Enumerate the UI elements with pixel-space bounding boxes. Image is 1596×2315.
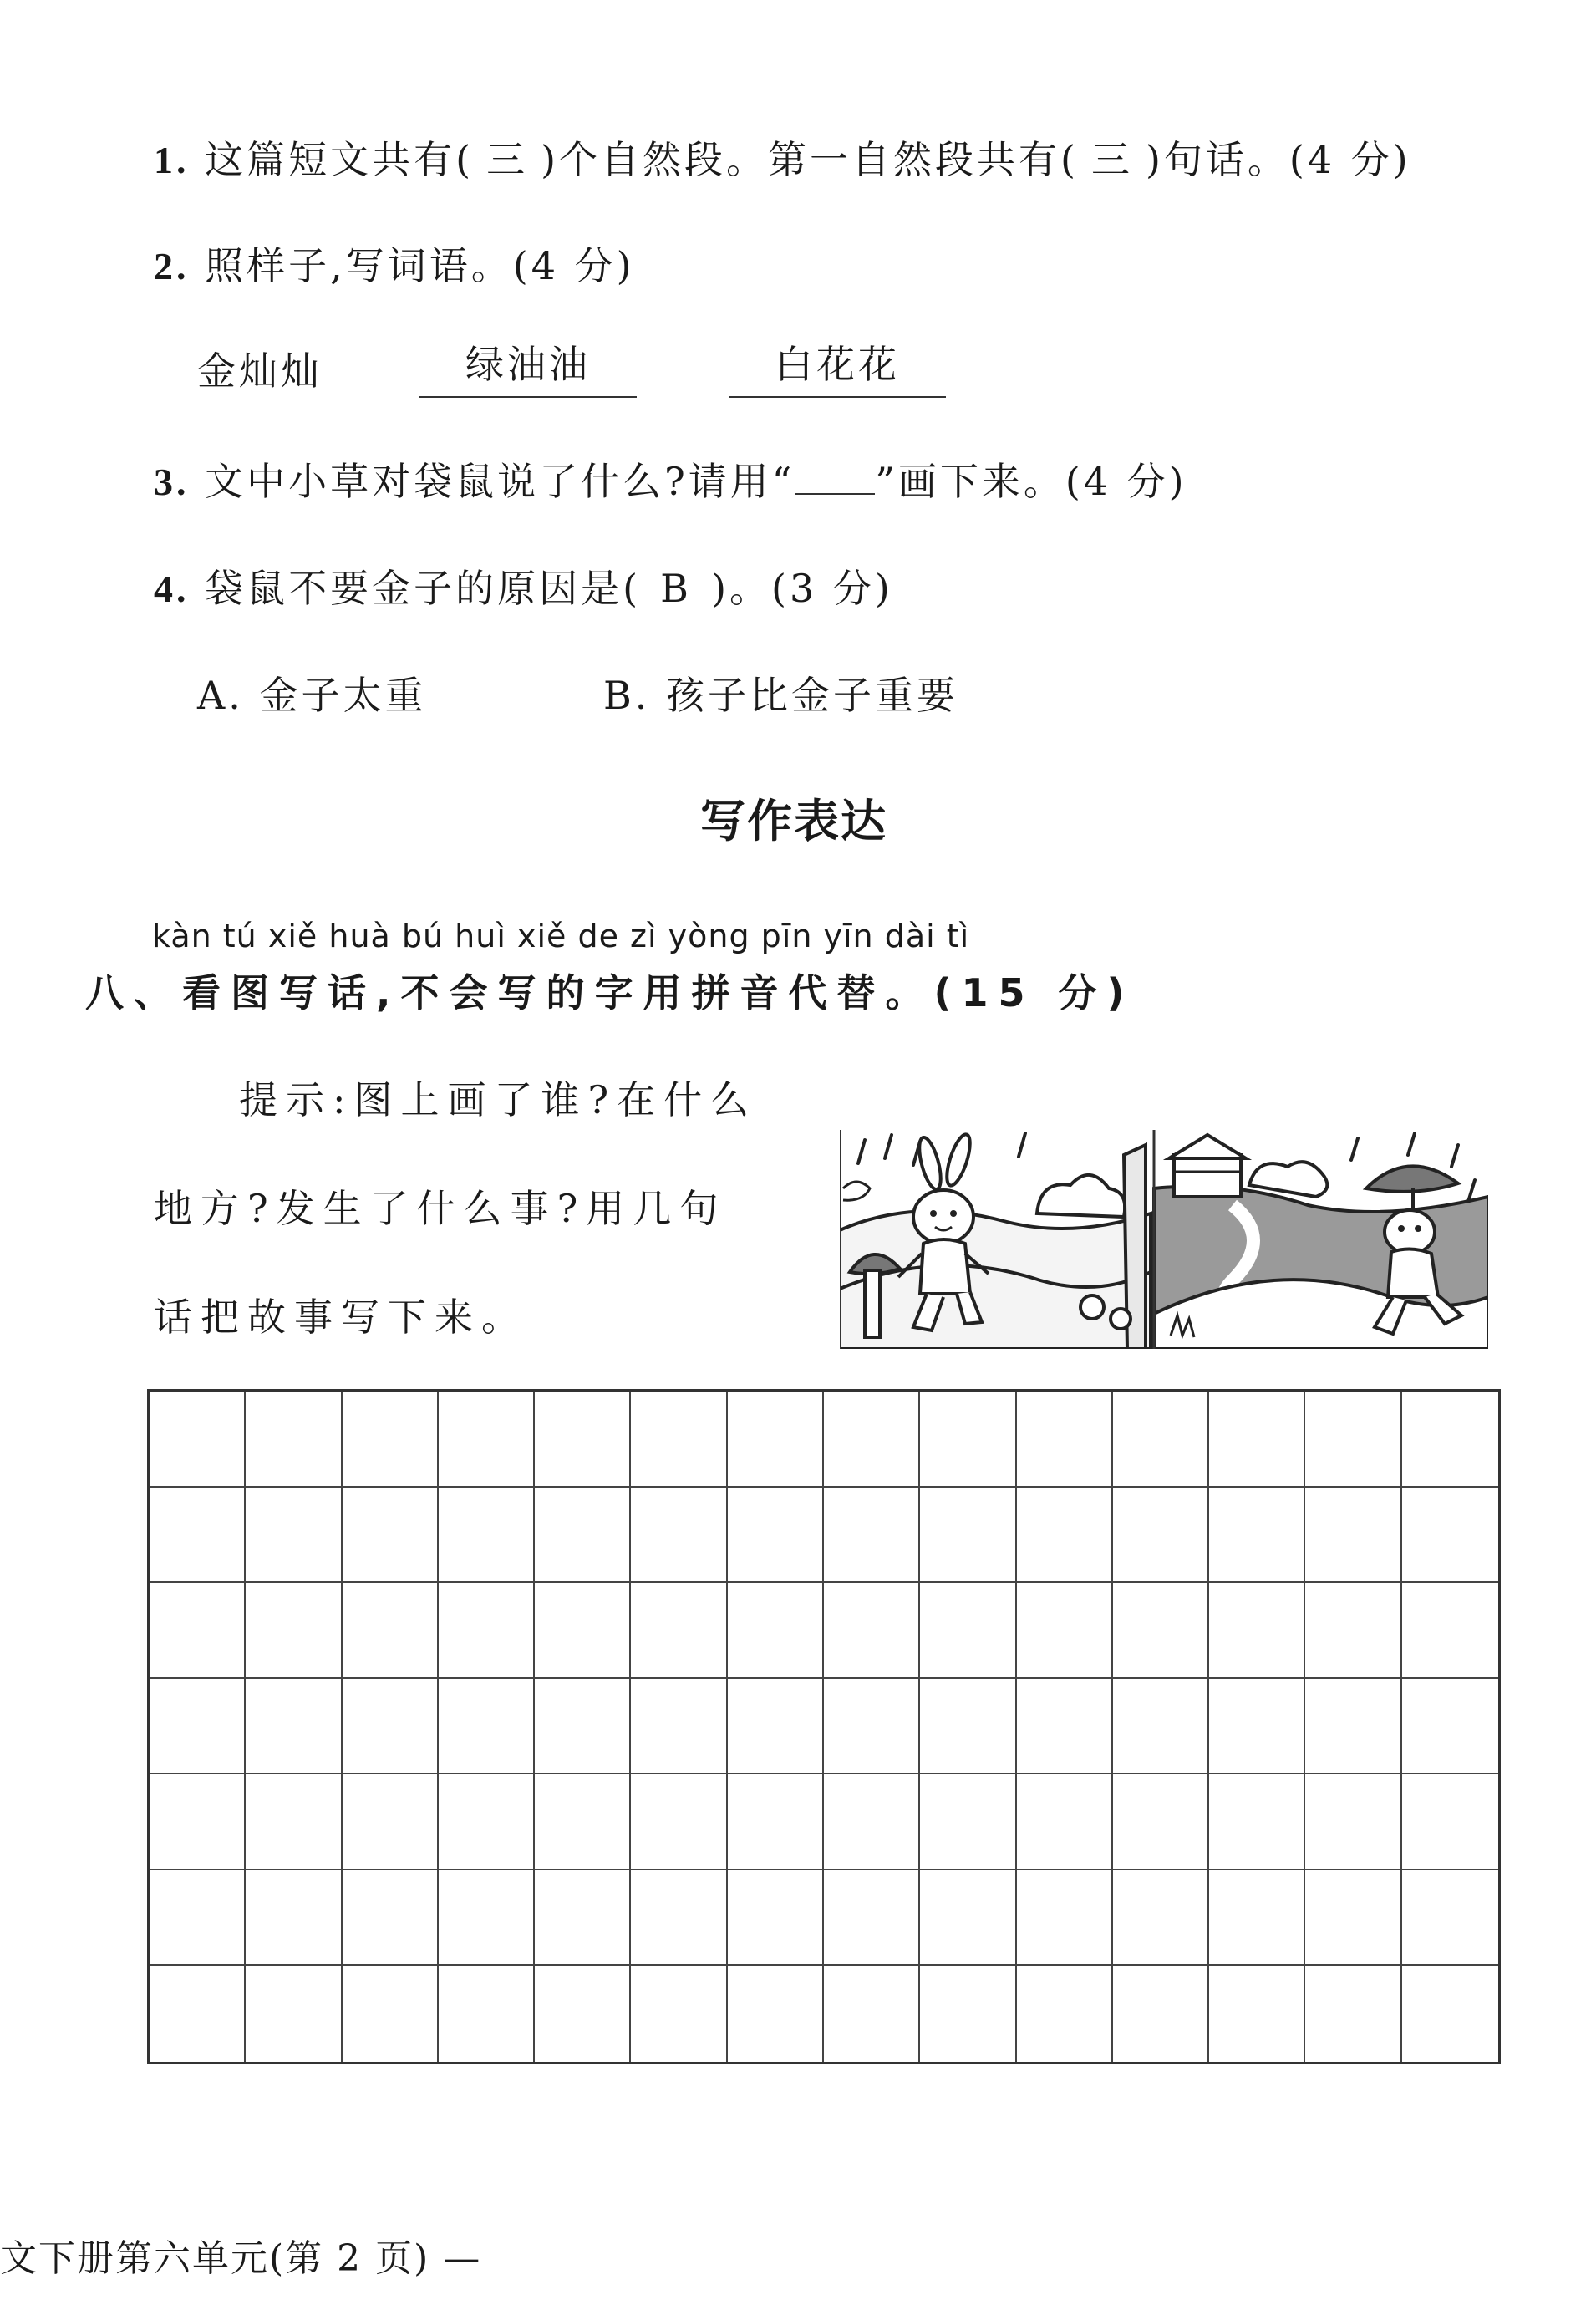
section-title: 写作表达: [700, 795, 887, 847]
grid-cell[interactable]: [1209, 1966, 1305, 2062]
grid-cell[interactable]: [920, 1870, 1016, 1966]
grid-cell[interactable]: [150, 1679, 246, 1775]
grid-cell[interactable]: [1402, 1966, 1498, 2062]
question-8-pinyin: kàn tú xiě huà bú huì xiě de zì yòng pīn yīn dài tì: [152, 918, 970, 954]
question-2-number: 2.: [154, 245, 190, 287]
question-1-text-a: 这篇短文共有(: [205, 137, 475, 182]
grid-cell[interactable]: [246, 1488, 342, 1584]
grid-cell[interactable]: [439, 1966, 535, 2062]
grid-cell[interactable]: [1017, 1488, 1113, 1584]
grid-cell[interactable]: [343, 1870, 439, 1966]
question-4-number: 4.: [154, 567, 190, 610]
question-2-answer-1: 绿油油: [419, 339, 637, 398]
question-2-answer-2: 白花花: [729, 339, 946, 398]
grid-cell[interactable]: [728, 1583, 824, 1679]
question-1-number: 1.: [154, 139, 190, 181]
question-1-answer-b: 三: [1090, 137, 1133, 182]
grid-cell[interactable]: [1305, 1392, 1401, 1488]
grid-cell[interactable]: [246, 1774, 342, 1870]
grid-cell[interactable]: [343, 1774, 439, 1870]
grid-cell[interactable]: [439, 1679, 535, 1775]
grid-cell[interactable]: [246, 1966, 342, 2062]
question-3: [154, 451, 1187, 506]
grid-cell[interactable]: [1209, 1392, 1305, 1488]
grid-cell[interactable]: [631, 1679, 727, 1775]
grid-cell[interactable]: [343, 1583, 439, 1679]
grid-cell[interactable]: [824, 1488, 920, 1584]
grid-cell[interactable]: [1017, 1679, 1113, 1775]
grid-cell[interactable]: [439, 1583, 535, 1679]
grid-cell[interactable]: [439, 1870, 535, 1966]
grid-cell[interactable]: [535, 1774, 631, 1870]
grid-cell[interactable]: [824, 1774, 920, 1870]
grid-cell[interactable]: [1209, 1679, 1305, 1775]
grid-cell[interactable]: [343, 1966, 439, 2062]
page-footer: 文下册第六单元(第 2 页) —: [0, 2237, 482, 2280]
grid-cell[interactable]: [1113, 1966, 1209, 2062]
grid-cell[interactable]: [439, 1774, 535, 1870]
grid-cell[interactable]: [728, 1774, 824, 1870]
question-3-number: 3.: [154, 460, 190, 503]
grid-cell[interactable]: [535, 1679, 631, 1775]
grid-cell[interactable]: [439, 1392, 535, 1488]
grid-cell[interactable]: [439, 1488, 535, 1584]
grid-cell[interactable]: [1017, 1392, 1113, 1488]
grid-cell[interactable]: [728, 1966, 824, 2062]
grid-cell[interactable]: [1305, 1583, 1401, 1679]
grid-cell[interactable]: [1402, 1679, 1498, 1775]
grid-cell[interactable]: [535, 1966, 631, 2062]
grid-cell[interactable]: [1113, 1488, 1209, 1584]
grid-cell[interactable]: [631, 1966, 727, 2062]
grid-cell[interactable]: [824, 1392, 920, 1488]
grid-cell[interactable]: [1017, 1870, 1113, 1966]
grid-cell[interactable]: [631, 1870, 727, 1966]
grid-cell[interactable]: [535, 1870, 631, 1966]
grid-cell[interactable]: [728, 1870, 824, 1966]
writing-grid[interactable]: [147, 1389, 1501, 2064]
grid-cell[interactable]: [728, 1679, 824, 1775]
grid-cell[interactable]: [1209, 1870, 1305, 1966]
grid-cell[interactable]: [1113, 1774, 1209, 1870]
grid-cell[interactable]: [343, 1488, 439, 1584]
hint-line-1: 提示:图上画了谁?在什么: [239, 1077, 758, 1122]
grid-cell[interactable]: [631, 1488, 727, 1584]
question-4-text-b: )。(3 分): [711, 566, 893, 611]
grid-cell[interactable]: [1305, 1679, 1401, 1775]
grid-cell[interactable]: [1113, 1870, 1209, 1966]
grid-cell[interactable]: [1305, 1966, 1401, 2062]
grid-cell[interactable]: [631, 1583, 727, 1679]
grid-cell[interactable]: [1402, 1870, 1498, 1966]
grid-cell[interactable]: [1017, 1966, 1113, 2062]
grid-cell[interactable]: [535, 1583, 631, 1679]
grid-cell[interactable]: [1113, 1679, 1209, 1775]
grid-cell[interactable]: [1402, 1392, 1498, 1488]
grid-cell[interactable]: [920, 1966, 1016, 2062]
grid-cell[interactable]: [1305, 1774, 1401, 1870]
question-1-text-c: )句话。(4 分): [1145, 137, 1411, 182]
grid-cell[interactable]: [631, 1392, 727, 1488]
question-8-heading: 八、看图写话,不会写的字用拼音代替。(15 分): [85, 970, 1135, 1015]
question-3-blank-line: [795, 460, 875, 495]
grid-cell[interactable]: [1402, 1488, 1498, 1584]
question-2: [154, 236, 635, 291]
story-illustration: [840, 1130, 1488, 1349]
grid-cell[interactable]: [920, 1488, 1016, 1584]
grid-cell[interactable]: [631, 1774, 727, 1870]
grid-cell[interactable]: [824, 1870, 920, 1966]
grid-cell[interactable]: [150, 1870, 246, 1966]
grid-cell[interactable]: [1209, 1774, 1305, 1870]
question-4-text-a: 袋鼠不要金子的原因是(: [205, 566, 642, 611]
grid-cell[interactable]: [150, 1966, 246, 2062]
question-2-example: 金灿灿: [197, 349, 323, 394]
grid-cell[interactable]: [1209, 1583, 1305, 1679]
grid-cell[interactable]: [246, 1583, 342, 1679]
grid-cell[interactable]: [1402, 1583, 1498, 1679]
grid-cell[interactable]: [920, 1679, 1016, 1775]
grid-cell[interactable]: [920, 1392, 1016, 1488]
grid-cell[interactable]: [150, 1392, 246, 1488]
question-1-answer-a: 三: [486, 137, 529, 182]
question-3-text-a: 文中小草对袋鼠说了什么?请用“: [205, 459, 795, 504]
grid-cell[interactable]: [343, 1679, 439, 1775]
grid-cell[interactable]: [246, 1392, 342, 1488]
grid-cell[interactable]: [728, 1488, 824, 1584]
question-2-text: 照样子,写词语。(4 分): [205, 243, 635, 288]
grid-cell[interactable]: [246, 1679, 342, 1775]
grid-cell[interactable]: [824, 1966, 920, 2062]
illustration-panel-right: [1154, 1130, 1488, 1349]
question-4-option-a: A. 金子太重: [197, 673, 427, 718]
grid-cell[interactable]: [824, 1679, 920, 1775]
grid-cell[interactable]: [920, 1774, 1016, 1870]
hint-line-2: 地方?发生了什么事?用几句: [154, 1186, 727, 1231]
grid-cell[interactable]: [150, 1774, 246, 1870]
grid-cell[interactable]: [1017, 1583, 1113, 1679]
grid-cell[interactable]: [150, 1488, 246, 1584]
grid-cell[interactable]: [824, 1583, 920, 1679]
hint-line-3: 话把故事写下来。: [154, 1295, 528, 1340]
question-4-option-b: B. 孩子比金子重要: [603, 673, 959, 718]
question-1: [154, 130, 1411, 185]
grid-cell[interactable]: [1305, 1488, 1401, 1584]
grid-cell[interactable]: [246, 1870, 342, 1966]
grid-cell[interactable]: [1017, 1774, 1113, 1870]
question-3-text-b: ”画下来。(4 分): [875, 459, 1187, 504]
question-1-text-b: )个自然段。第一自然段共有(: [541, 137, 1079, 182]
grid-cell[interactable]: [535, 1392, 631, 1488]
grid-cell[interactable]: [1402, 1774, 1498, 1870]
grid-cell[interactable]: [1113, 1392, 1209, 1488]
grid-cell[interactable]: [920, 1583, 1016, 1679]
grid-cell[interactable]: [150, 1583, 246, 1679]
grid-cell[interactable]: [343, 1392, 439, 1488]
question-4: [154, 558, 893, 613]
illustration-panel-left: [840, 1130, 1151, 1349]
grid-cell[interactable]: [1113, 1583, 1209, 1679]
grid-cell[interactable]: [535, 1488, 631, 1584]
question-4-answer: B: [660, 566, 692, 611]
grid-cell[interactable]: [728, 1392, 824, 1488]
grid-cell[interactable]: [1209, 1488, 1305, 1584]
grid-cell[interactable]: [1305, 1870, 1401, 1966]
